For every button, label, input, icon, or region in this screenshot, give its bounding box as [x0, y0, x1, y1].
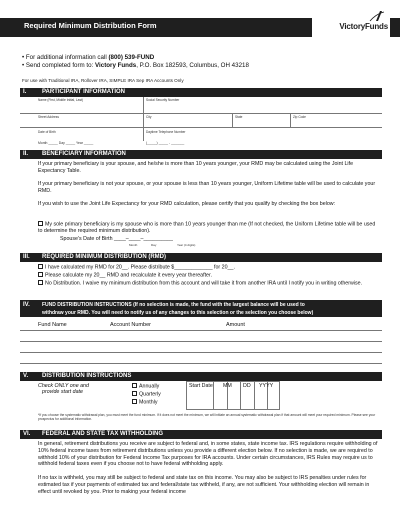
rmd-option-recalculate[interactable]: Please calculate my 20__ RMD and recalculate it every year thereafter. — [38, 272, 380, 279]
fund-row-line[interactable] — [20, 341, 382, 342]
divider — [254, 381, 255, 410]
option-quarterly[interactable]: Quarterly — [132, 391, 161, 399]
divider — [240, 381, 241, 410]
use-for-note: For use with Traditional IRA, Rollover IRA, SIMPLE IRA Sep IRA Accounts Only — [22, 78, 184, 83]
section-tax-header: VI. FEDERAL AND STATE TAX WITHHOLDING — [20, 430, 382, 439]
dob-label: Date of Birth — [38, 130, 56, 134]
form-title: Required Minimum Distribution Form — [24, 21, 157, 30]
beneficiary-para-2: If your primary beneficiary is not your spouse, or your spouse is less than 10 years younger, Uniform Lifetime table will be used to calculate your RMD. — [38, 181, 376, 194]
street-label: Street Address — [38, 115, 59, 119]
col-account-number: Account Number — [110, 322, 151, 328]
spouse-dob-field[interactable]: Spouse's Date of Birth ____–____–__________ — [60, 236, 173, 242]
rmd-recalculate-checkbox[interactable] — [38, 272, 43, 277]
day-label: Day — [151, 243, 157, 247]
divider — [143, 97, 144, 141]
company-name: Victory Funds — [95, 62, 137, 69]
section-beneficiary-header: II. BENEFICIARY INFORMATION — [20, 150, 382, 159]
section-distribution-header: V. DISTRIBUTION INSTRUCTIONS — [20, 372, 382, 381]
phone-field[interactable]: (_____) _____ - _______ — [146, 141, 185, 145]
divider — [290, 113, 291, 127]
logo-swoosh-icon — [346, 10, 386, 22]
section-fund-header: IV. FUND DISTRIBUTION INSTRUCTIONS (If no selection is made, the fund with the largest balance will be used to withdraw your RMD. You will need to notify us of any changes to this selection or the selection you choose below) — [20, 300, 382, 317]
divider — [213, 381, 214, 410]
info-phone-line: • For additional information call (800) 539-FUND — [22, 54, 155, 61]
contact-info — [22, 54, 249, 70]
rmd-option-no-distribution[interactable]: No Distribution. I waive my minimum distribution from this account and will take it from another IRA until I notify you in writing otherwise. — [38, 280, 380, 287]
ssn-label: Social Security Number — [146, 98, 180, 102]
name-label: Name (First, Middle Initial, Last) — [38, 98, 83, 102]
mm-label: MM — [223, 383, 232, 389]
state-label: State — [235, 115, 243, 119]
section-rmd-header: III. REQUIRED MINIMUM DISTRIBUTION (RMD) — [20, 253, 382, 262]
divider — [232, 113, 233, 127]
city-label: City — [146, 115, 152, 119]
col-amount: Amount — [226, 322, 245, 328]
dd-label: DD — [243, 383, 251, 389]
section-participant-header: I. PARTICIPANT INFORMATION — [20, 88, 382, 97]
month-label: Month — [129, 243, 138, 247]
phone-number: (800) 539-FUND — [108, 54, 155, 61]
option-monthly[interactable]: Monthly — [132, 399, 161, 407]
beneficiary-para-1: If your primary beneficiary is your spouse, and he/she is more than 10 years younger, your RMD may be calculated using the Joint Life Expectancy Table. — [38, 161, 354, 174]
zip-label: Zip Code — [293, 115, 306, 119]
dob-fields[interactable]: Month _____ Day _____ Year _____ — [38, 141, 94, 145]
check-note: Check ONLY one and provide start date — [38, 383, 89, 395]
quarterly-checkbox[interactable] — [132, 391, 137, 396]
fund-row-line[interactable] — [20, 363, 382, 364]
rmd-calculated-checkbox[interactable] — [38, 264, 43, 269]
info-address-line: • Send completed form to: Victory Funds, P.O. Box 182593, Columbus, OH 43218 — [22, 62, 249, 69]
start-date-label: Start Date — [189, 383, 213, 389]
form-header — [0, 0, 400, 40]
year-label: Year (4 digits) — [177, 243, 196, 247]
fund-row-line[interactable] — [20, 330, 382, 331]
tax-para-1: In general, retirement distributions you receive are subject to federal and, in some states, state income tax. IRS regulations require withholding of 10% federal income taxes from retirement distributions unless you provide a different election below. If no selection is made, we are required to withhold 10% of your distribution for Federal Income Tax purposes for IRA accounts. Under certain circumstances, IRS Rules may require us to withhold federal taxes even if you choose not to have federal withholding apply. — [38, 441, 378, 468]
logo-text: VictoryFunds — [339, 22, 388, 31]
annually-checkbox[interactable] — [132, 383, 137, 388]
divider — [20, 113, 382, 114]
col-fund-name: Fund Name — [38, 322, 67, 328]
spouse-certify-option[interactable]: My sole primary beneficiary is my spouse who is more than 10 years younger than me (If not checked, the Uniform Lifetime table will be used to determine the required minimum distribution). — [38, 221, 376, 235]
option-annually[interactable]: Annually — [132, 383, 161, 391]
beneficiary-para-3: If you wish to use the Joint Life Expectancy for your RMD calculation, please certify that you qualify by checking the box below: — [38, 201, 336, 207]
phone-label: Daytime Telephone Number — [146, 130, 186, 134]
monthly-checkbox[interactable] — [132, 399, 137, 404]
rmd-option-calculated[interactable]: I have calculated my RMD for 20__. Please distribute $_____________ for 20__. — [38, 264, 380, 271]
tax-para-2: If no tax is withheld, you may still be subject to federal and state tax on this income. You may also be subject to IRS penalties under rules for estimated tax if your payments of estimated tax and federal/state tax withheld, if any, are not sufficient. Your withholding election will remain in effect until revoked by you. Prior to making your federal income — [38, 475, 370, 495]
rmd-no-distribution-checkbox[interactable] — [38, 280, 43, 285]
frequency-options — [132, 383, 161, 407]
victory-funds-logo — [312, 10, 390, 38]
divider — [20, 127, 382, 128]
fund-row-line[interactable] — [20, 352, 382, 353]
distribution-footnote: *If you choose the systematic withdrawal plan, you must meet the fund minimum. If it does not meet the minimum, we will initiate an annual systematic withdrawal plan if that amount will meet your required minimum. Please see your prospectus for additional information. — [38, 413, 376, 422]
yyyy-label: YYYY — [259, 383, 274, 389]
spouse-certify-checkbox[interactable] — [38, 221, 43, 226]
